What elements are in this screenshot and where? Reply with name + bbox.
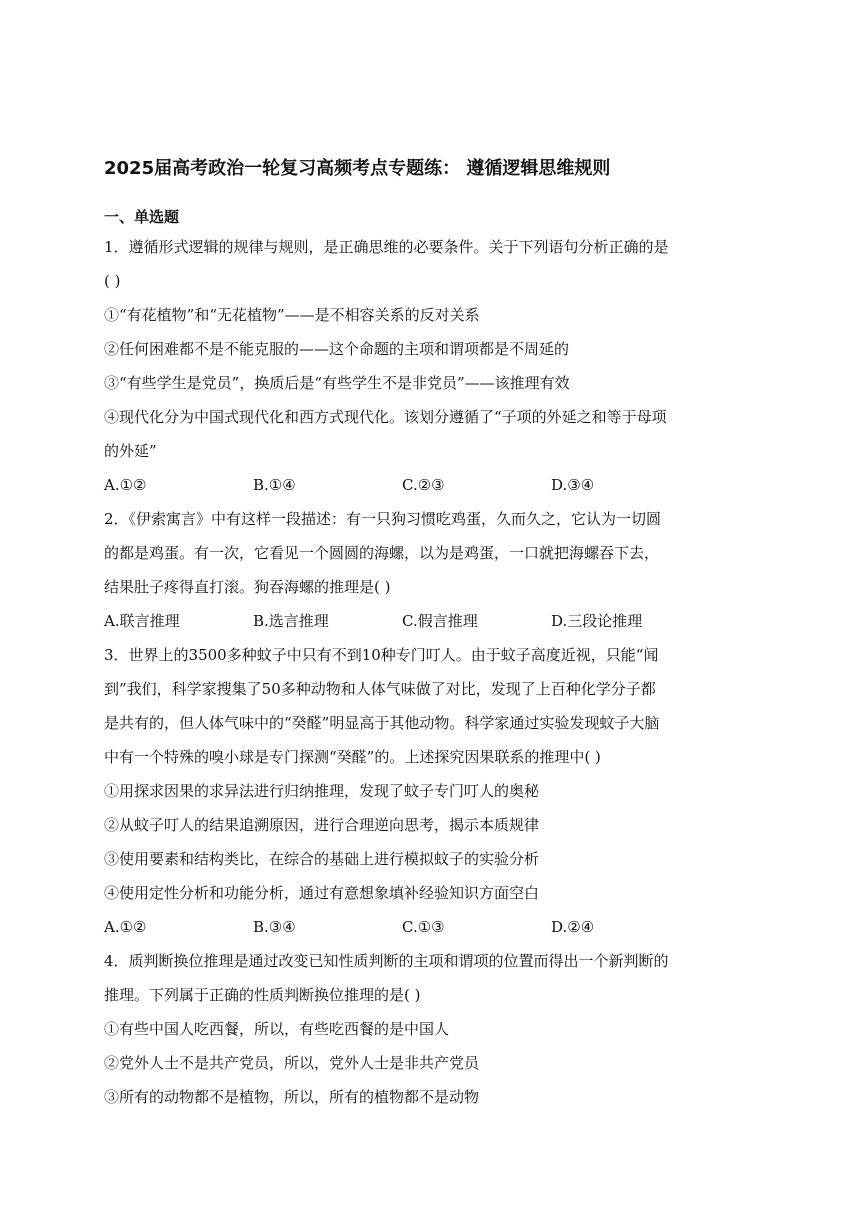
question-stem-line: 推理。下列属于正确的性质判断换位推理的是( ) xyxy=(104,986,421,1004)
statement-item: ③使用要素和结构类比，在综合的基础上进行模拟蚊子的实验分析 xyxy=(104,850,540,868)
question-stem-line: 结果肚子疼得直打滚。狗吞海螺的推理是( ) xyxy=(104,578,391,596)
answer-option-b: B.①④ xyxy=(253,476,296,494)
question-4 xyxy=(104,944,760,1114)
statement-item: ④使用定性分析和功能分析，通过有意想象填补经验知识方面空白 xyxy=(104,884,540,902)
answer-option-a: A.①② xyxy=(104,476,147,494)
answer-option-d: D.②④ xyxy=(551,918,595,936)
question-stem-line: 到”我们，科学家搜集了50多种动物和人体气味做了对比，发现了上百种化学分子都 xyxy=(104,680,656,698)
answer-option-a: A.联言推理 xyxy=(104,612,180,630)
question-stem-line: 中有一个特殊的嗅小球是专门探测“癸醛”的。上述探究因果联系的推理中( ) xyxy=(104,748,601,766)
statement-item: ①“有花植物”和“无花植物”——是不相容关系的反对关系 xyxy=(104,306,480,324)
answer-option-c: C.①③ xyxy=(402,918,445,936)
statement-item: ④现代化分为中国式现代化和西方式现代化。该划分遵循了“子项的外延之和等于母项 xyxy=(104,408,667,426)
question-stem-line: 4．质判断换位推理是通过改变已知性质判断的主项和谓项的位置而得出一个新判断的 xyxy=(104,952,669,970)
question-stem-line: 是共有的，但人体气味中的“癸醛”明显高于其他动物。科学家通过实验发现蚊子大脑 xyxy=(104,714,660,732)
statement-item: 的外延” xyxy=(104,442,157,460)
answer-option-d: D.三段论推理 xyxy=(551,612,643,630)
answer-option-c: C.假言推理 xyxy=(402,612,478,630)
answer-option-d: D.③④ xyxy=(551,476,595,494)
question-stem-line: 的都是鸡蛋。有一次，它看见一个圆圆的海螺，以为是鸡蛋，一口就把海螺吞下去， xyxy=(104,544,660,562)
answer-options xyxy=(104,604,760,638)
question-stem-line: 1．遵循形式逻辑的规律与规则，是正确思维的必要条件。关于下列语句分析正确的是 xyxy=(104,238,669,256)
question-stem-line: 3．世界上的3500多种蚊子中只有不到10种专门叮人。由于蚊子高度近视，只能“闻 xyxy=(104,646,659,664)
question-list xyxy=(104,230,760,1114)
answer-option-b: B.选言推理 xyxy=(253,612,329,630)
answer-options xyxy=(104,468,760,502)
statement-item: ②党外人士不是共产党员，所以，党外人士是非共产党员 xyxy=(104,1054,480,1072)
section-heading: 一、单选题 xyxy=(104,208,180,226)
answer-option-c: C.②③ xyxy=(402,476,445,494)
question-3 xyxy=(104,638,760,944)
answer-options xyxy=(104,910,760,944)
statement-item: ①用探求因果的求异法进行归纳推理，发现了蚊子专门叮人的奥秘 xyxy=(104,782,540,800)
statement-item: ③“有些学生是党员”，换质后是“有些学生不是非党员”——该推理有效 xyxy=(104,374,570,392)
question-stem-line: 2．《伊索寓言》中有这样一段描述：有一只狗习惯吃鸡蛋，久而久之，它认为一切圆 xyxy=(104,510,662,528)
question-2 xyxy=(104,502,760,638)
statement-item: ②任何困难都不是不能克服的——这个命题的主项和谓项都是不周延的 xyxy=(104,340,570,358)
document-page xyxy=(104,156,760,1114)
answer-option-b: B.③④ xyxy=(253,918,296,936)
statement-item: ③所有的动物都不是植物，所以，所有的植物都不是动物 xyxy=(104,1088,480,1106)
question-1 xyxy=(104,230,760,502)
statement-item: ①有些中国人吃西餐，所以，有些吃西餐的是中国人 xyxy=(104,1020,450,1038)
answer-option-a: A.①② xyxy=(104,918,147,936)
statement-item: ②从蚊子叮人的结果追溯原因，进行合理逆向思考，揭示本质规律 xyxy=(104,816,540,834)
document-title: 2025届高考政治一轮复习高频考点专题练： 遵循逻辑思维规则 xyxy=(104,158,611,179)
question-stem-line: ( ) xyxy=(104,272,121,290)
